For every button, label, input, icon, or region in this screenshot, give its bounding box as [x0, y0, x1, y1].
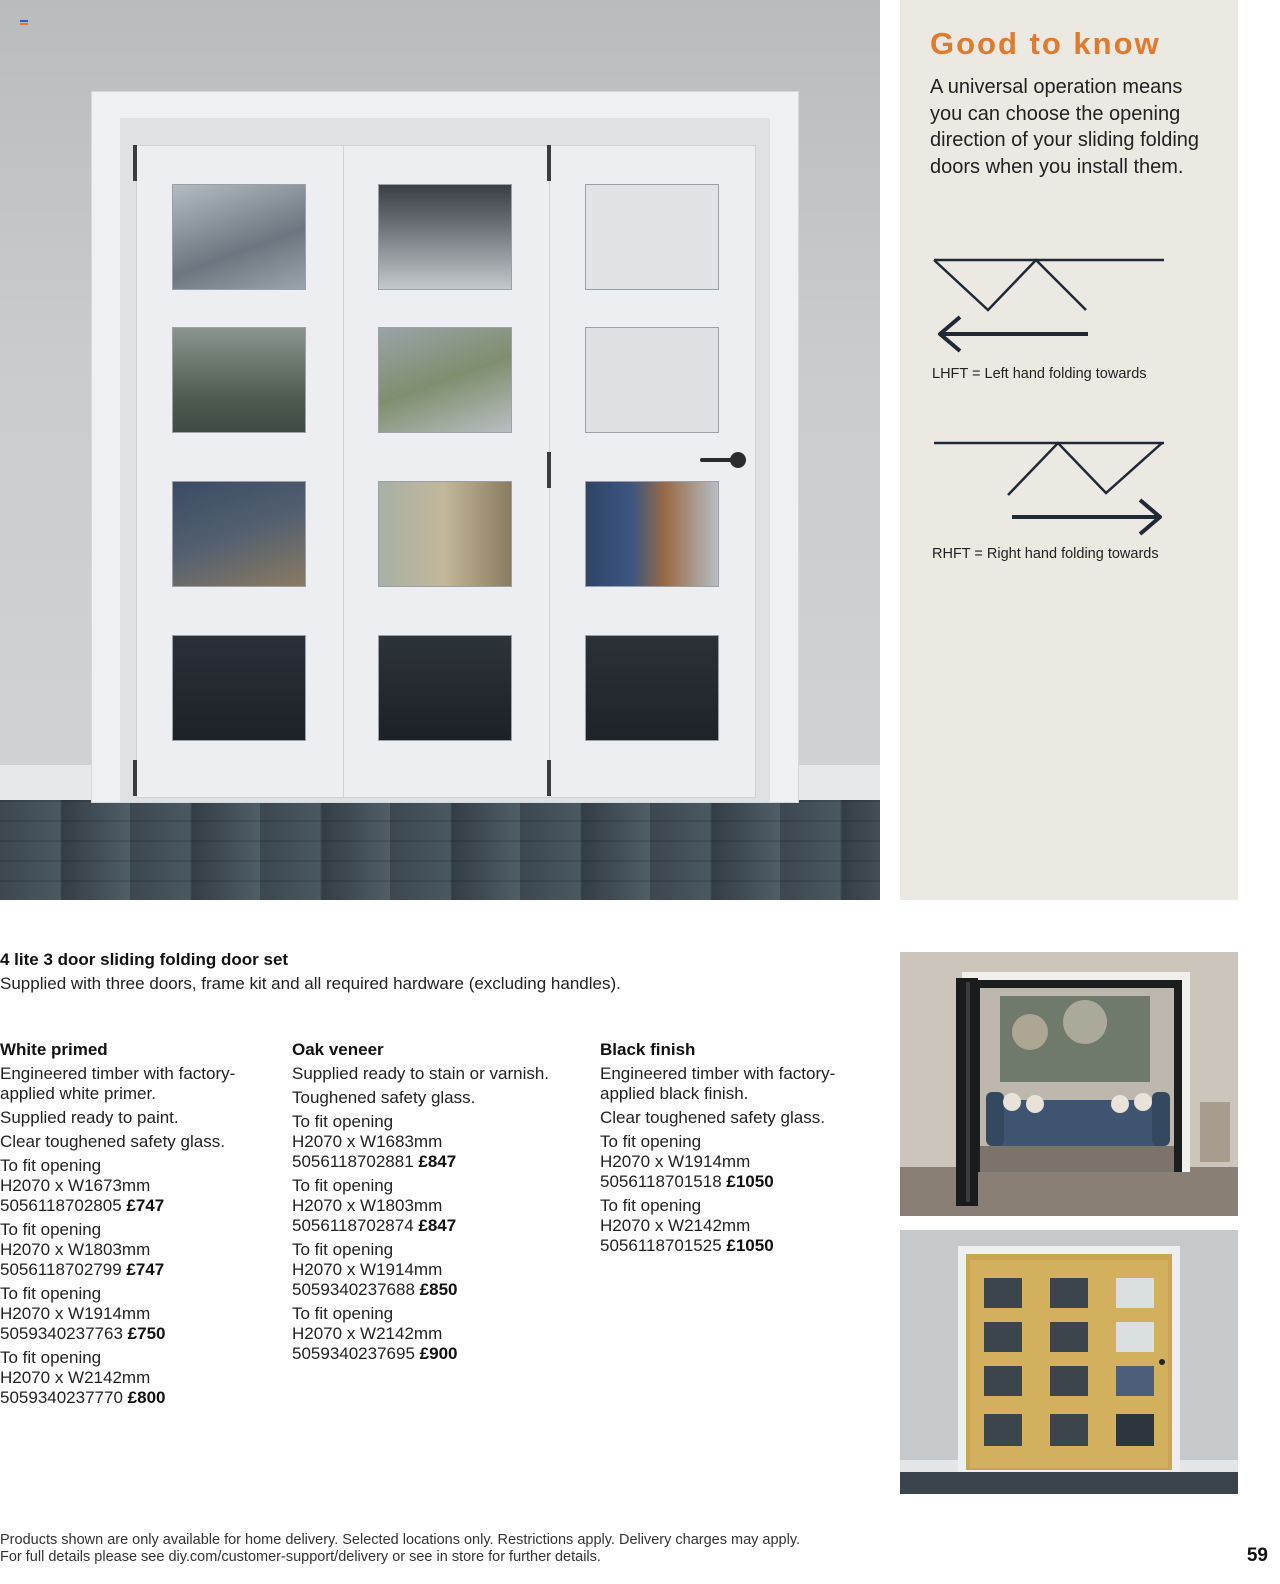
oak-veneer-desc: Toughened safety glass.	[292, 1088, 476, 1107]
price: £850	[419, 1280, 458, 1299]
glass-pane	[172, 184, 306, 290]
footer-disclaimer	[0, 1532, 800, 1566]
glass-pane	[585, 481, 719, 587]
hinge	[547, 760, 551, 796]
size-option	[292, 1112, 582, 1172]
size-dimensions: H2070 x W2142mm	[0, 1368, 151, 1387]
glass-pane	[378, 327, 512, 433]
hinge	[133, 145, 137, 181]
glass-pane	[378, 184, 512, 290]
good-to-know-intro: A universal operation means you can choose the opening direction of your sliding folding doors when you install them.	[930, 76, 1200, 178]
product-title: 4 lite 3 door sliding folding door set	[0, 950, 289, 969]
size-option	[600, 1196, 880, 1256]
glass-pane	[172, 635, 306, 741]
fit-label: To fit opening	[600, 1196, 702, 1215]
size-dimensions: H2070 x W1914mm	[292, 1260, 443, 1279]
product-code: 5056118702881	[292, 1152, 414, 1171]
door-handle-icon	[700, 450, 748, 470]
glass-pane	[172, 481, 306, 587]
size-dimensions: H2070 x W1914mm	[600, 1152, 751, 1171]
product-code: 5059340237763	[0, 1324, 123, 1343]
hinge	[133, 760, 137, 796]
fit-label: To fit opening	[292, 1304, 394, 1323]
product-code: 5056118701518	[600, 1172, 722, 1191]
price: £1050	[726, 1172, 774, 1191]
black-finish-column	[600, 1040, 880, 1260]
price: £747	[126, 1196, 165, 1215]
product-subtitle: Supplied with three doors, frame kit and all required hardware (excluding handles).	[0, 974, 621, 993]
wood-floor	[0, 800, 880, 900]
size-dimensions: H2070 x W1673mm	[0, 1176, 151, 1195]
product-code: 5056118702874	[292, 1216, 414, 1235]
price: £900	[419, 1344, 458, 1363]
hinge	[547, 452, 551, 488]
white-primed-desc: Clear toughened safety glass.	[0, 1132, 225, 1151]
oak-veneer-photo	[900, 1230, 1238, 1494]
price: £747	[126, 1260, 165, 1279]
lhft-caption: LHFT = Left hand folding towards	[932, 366, 1147, 382]
hero-door-photo	[0, 0, 880, 900]
fit-label: To fit opening	[0, 1156, 102, 1175]
white-primed-heading: White primed	[0, 1040, 108, 1059]
product-code: 5059340237695	[292, 1344, 415, 1363]
fit-label: To fit opening	[600, 1132, 702, 1151]
black-finish-desc: Engineered timber with factory-applied black finish.	[600, 1064, 836, 1103]
black-finish-heading: Black finish	[600, 1040, 696, 1059]
product-code: 5056118702799	[0, 1260, 122, 1279]
size-dimensions: H2070 x W2142mm	[292, 1324, 443, 1343]
size-option	[0, 1220, 270, 1280]
size-dimensions: H2070 x W1914mm	[0, 1304, 151, 1323]
glass-pane	[585, 184, 719, 290]
white-primed-column	[0, 1040, 270, 1412]
logo-mark-icon	[20, 20, 28, 26]
black-finish-desc: Clear toughened safety glass.	[600, 1108, 825, 1127]
product-code: 5056118701525	[600, 1236, 722, 1255]
size-dimensions: H2070 x W1803mm	[0, 1240, 151, 1259]
black-door-room-image	[900, 952, 1238, 1216]
rhft-diagram-icon	[930, 438, 1170, 540]
fit-label: To fit opening	[0, 1348, 102, 1367]
footer-line: For full details please see diy.com/customer-support/delivery or see in store for further details.	[0, 1549, 601, 1565]
glass-pane	[378, 635, 512, 741]
size-option	[292, 1240, 582, 1300]
oak-veneer-column	[292, 1040, 582, 1368]
price: £1050	[726, 1236, 774, 1255]
size-option	[0, 1284, 270, 1344]
fit-label: To fit opening	[292, 1240, 394, 1259]
hinge	[547, 145, 551, 181]
product-code: 5059340237688	[292, 1280, 415, 1299]
fit-label: To fit opening	[0, 1284, 102, 1303]
fit-label: To fit opening	[0, 1220, 102, 1239]
product-code: 5056118702805	[0, 1196, 122, 1215]
black-finish-photo	[900, 952, 1238, 1216]
rhft-caption: RHFT = Right hand folding towards	[932, 546, 1159, 562]
oak-veneer-heading: Oak veneer	[292, 1040, 384, 1059]
white-primed-desc: Engineered timber with factory-applied white primer.	[0, 1064, 236, 1103]
price: £847	[418, 1216, 457, 1235]
fit-label: To fit opening	[292, 1176, 394, 1195]
page-number: 59	[1246, 1545, 1268, 1566]
product-code: 5059340237770	[0, 1388, 123, 1407]
lhft-diagram-icon	[930, 255, 1170, 357]
oak-veneer-desc: Supplied ready to stain or varnish.	[292, 1064, 550, 1083]
size-dimensions: H2070 x W1683mm	[292, 1132, 443, 1151]
size-dimensions: H2070 x W2142mm	[600, 1216, 751, 1235]
size-option	[0, 1348, 270, 1408]
glass-pane	[585, 635, 719, 741]
price: £847	[418, 1152, 457, 1171]
price: £750	[127, 1324, 166, 1343]
white-primed-desc: Supplied ready to paint.	[0, 1108, 179, 1127]
footer-line: Products shown are only available for home delivery. Selected locations only. Restrictions apply. Delivery charges may apply.	[0, 1532, 801, 1548]
size-option	[0, 1156, 270, 1216]
size-option	[292, 1176, 582, 1236]
good-to-know-panel	[900, 0, 1238, 900]
glass-pane	[378, 481, 512, 587]
good-to-know-title: Good to know	[930, 26, 1161, 61]
size-option	[600, 1132, 880, 1192]
size-option	[292, 1304, 582, 1364]
price: £800	[127, 1388, 166, 1407]
size-dimensions: H2070 x W1803mm	[292, 1196, 443, 1215]
glass-pane	[585, 327, 719, 433]
oak-door-room-image	[900, 1230, 1238, 1494]
fit-label: To fit opening	[292, 1112, 394, 1131]
glass-pane	[172, 327, 306, 433]
